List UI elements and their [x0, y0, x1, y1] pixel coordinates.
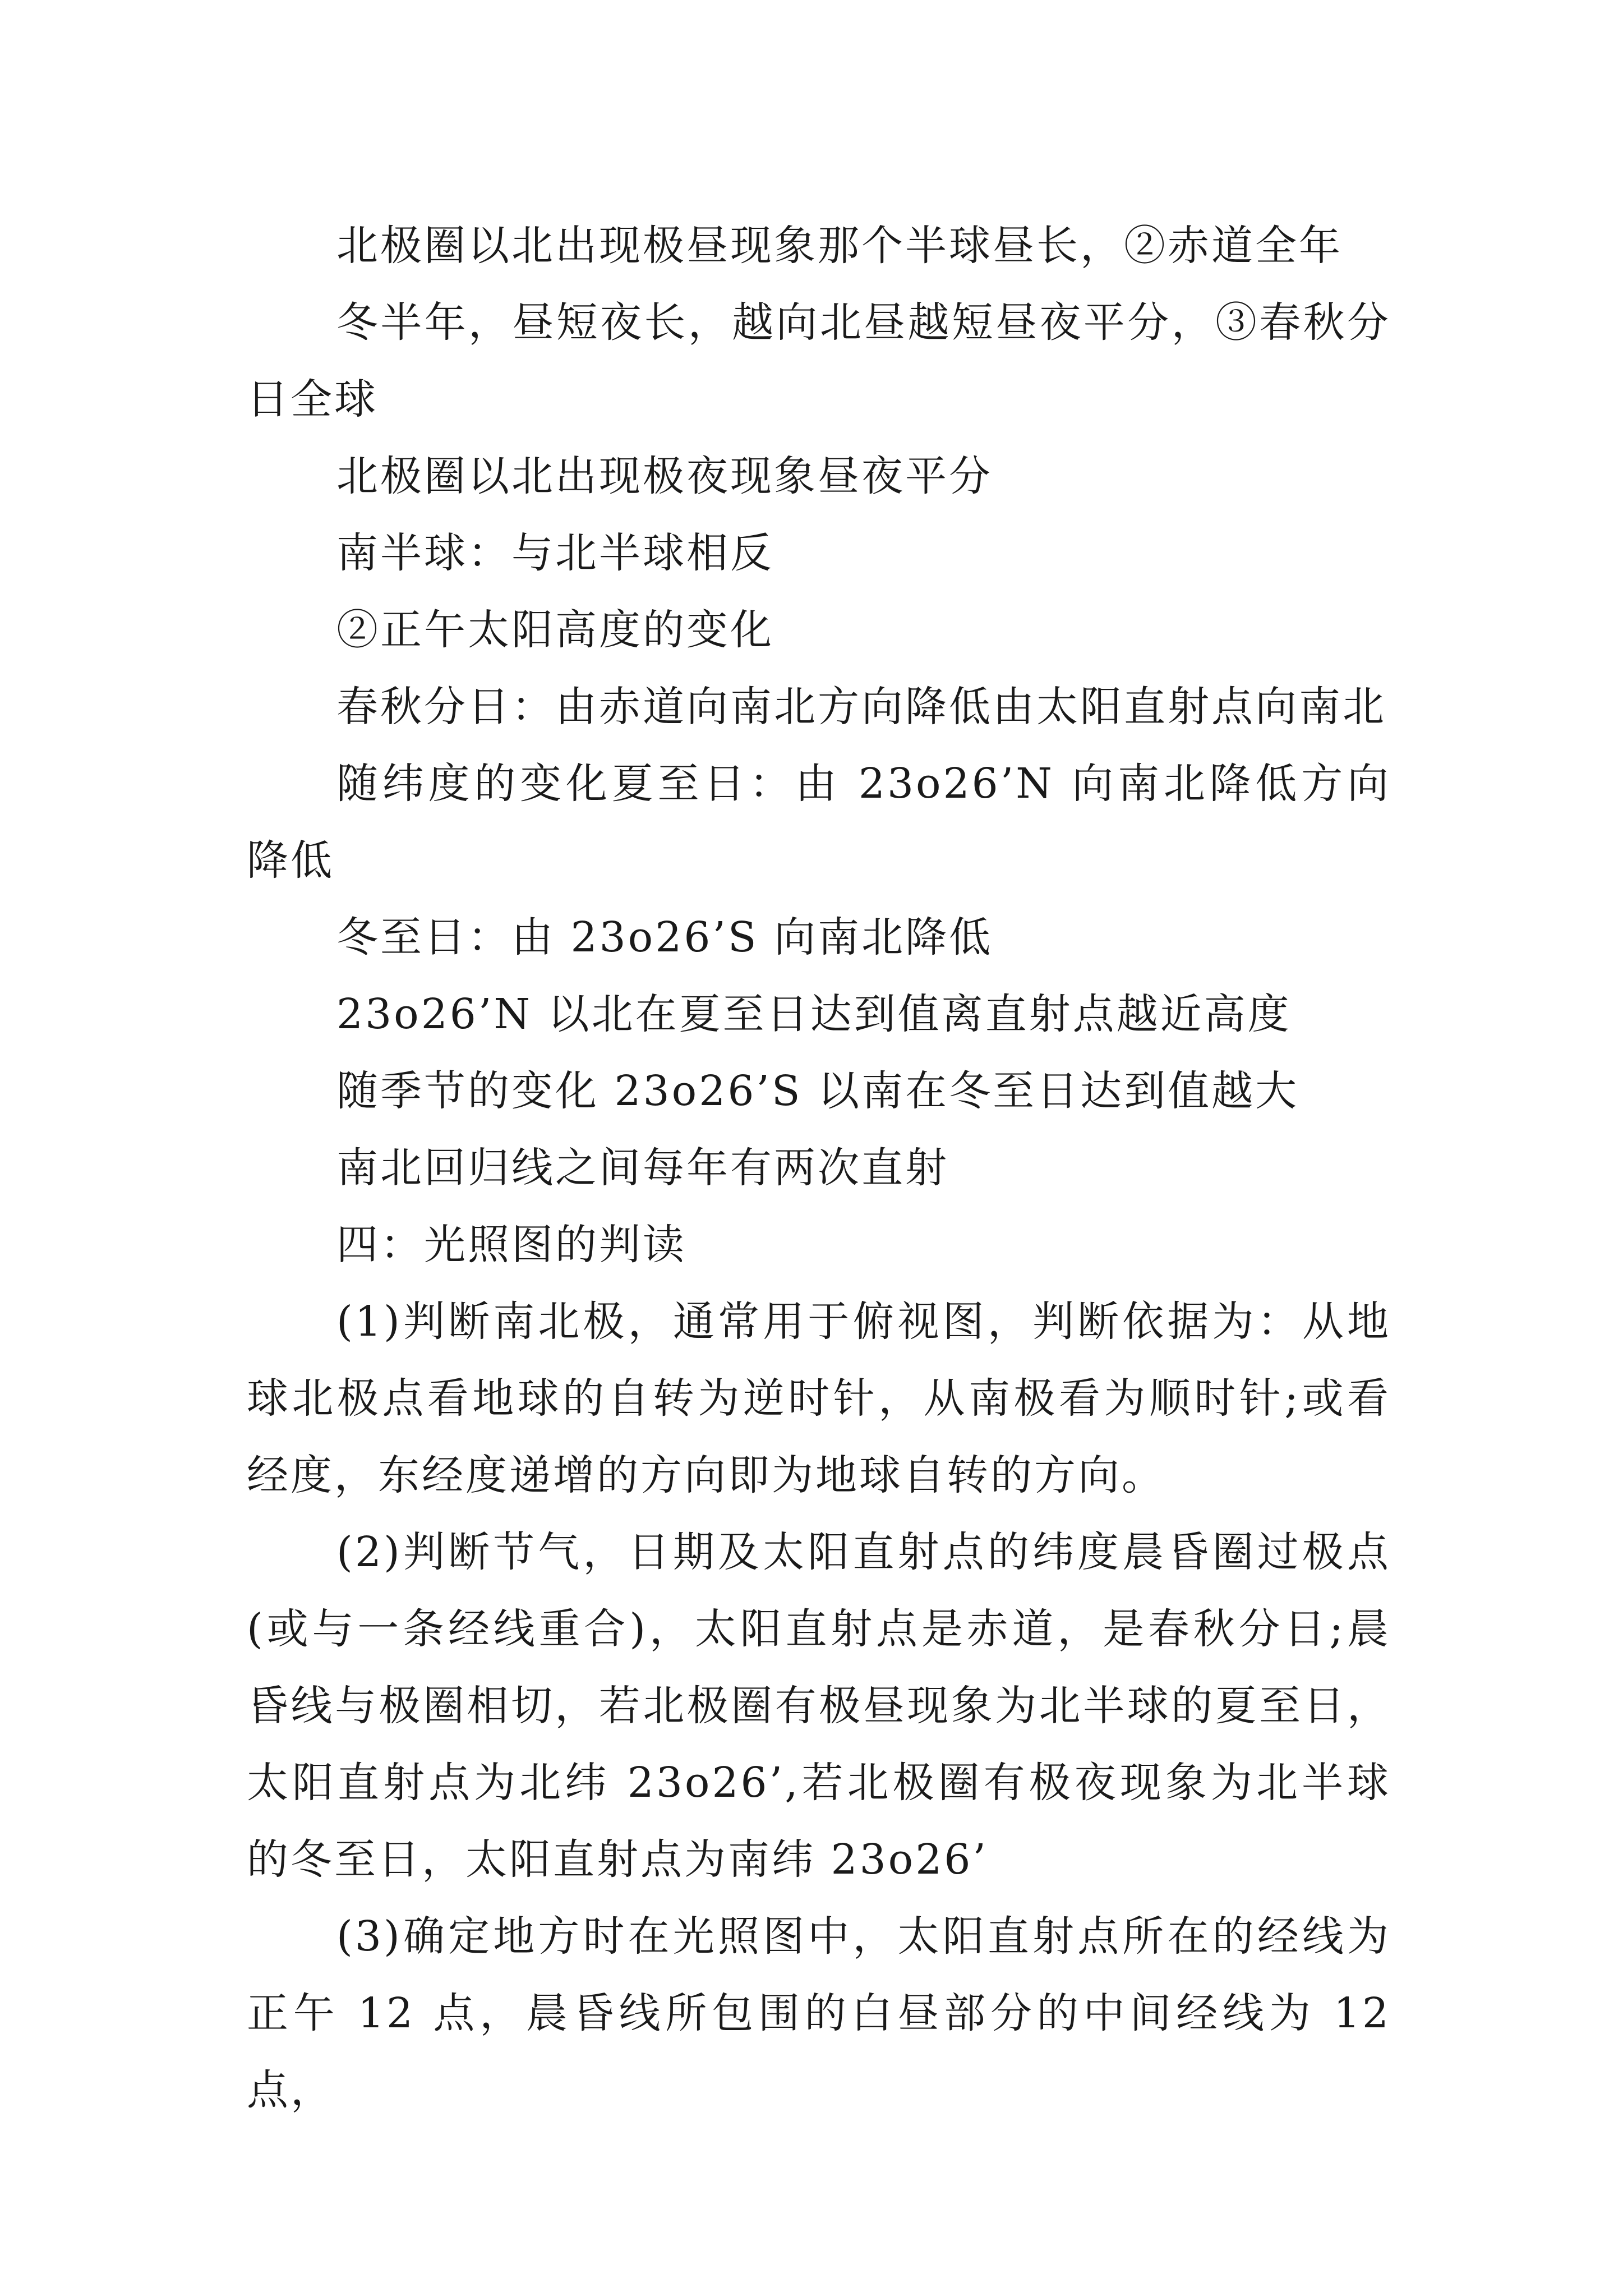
paragraph-4: 南半球：与北半球相反	[336, 529, 774, 577]
paragraph-15: (3)确定地方时在光照图中，太阳直射点所在的经线为正午 12 点，晨昏线所包围的白昼部分的中间经线为 12 点，	[247, 1912, 1391, 2114]
paragraph-1: 北极圈以北出现极昼现象那个半球昼长，②赤道全年	[336, 222, 1343, 270]
paragraph-9: 23o26’N 以北在夏至日达到值离直射点越近高度	[336, 990, 1292, 1038]
paragraph-13: (1)判断南北极，通常用于俯视图，判断依据为：从地球北极点看地球的自转为逆时针，从南极看为顺时针;或看经度，东经度递增的方向即为地球自转的方向。	[247, 1297, 1391, 1499]
paragraph-10: 随季节的变化 23o26’S 以南在冬至日达到值越大	[336, 1067, 1299, 1115]
paragraph-7: 随纬度的变化夏至日：由 23o26’N 向南北降低方向降低	[247, 760, 1391, 885]
paragraph-14: (2)判断节气，日期及太阳直射点的纬度晨昏圈过极点(或与一条经线重合)，太阳直射点是赤道，是春秋分日;晨昏线与极圈相切，若北极圈有极昼现象为北半球的夏至日，太阳直射点为北纬 23o26’,若北极圈有极夜现象为北半球的冬至日，太阳直射点为南纬 23o26’	[247, 1528, 1391, 1884]
paragraph-5: ②正午太阳高度的变化	[336, 606, 774, 654]
paragraph-6: 春秋分日：由赤道向南北方向降低由太阳直射点向南北	[336, 683, 1386, 731]
paragraph-11: 南北回归线之间每年有两次直射	[336, 1144, 949, 1192]
paragraph-3: 北极圈以北出现极夜现象昼夜平分	[336, 452, 993, 500]
paragraph-2: 冬半年，昼短夜长，越向北昼越短昼夜平分，③春秋分日全球	[247, 298, 1391, 424]
paragraph-8: 冬至日：由 23o26’S 向南北降低	[336, 913, 993, 961]
document-body	[247, 208, 1391, 2129]
section-heading: 四：光照图的判读	[336, 1221, 686, 1269]
